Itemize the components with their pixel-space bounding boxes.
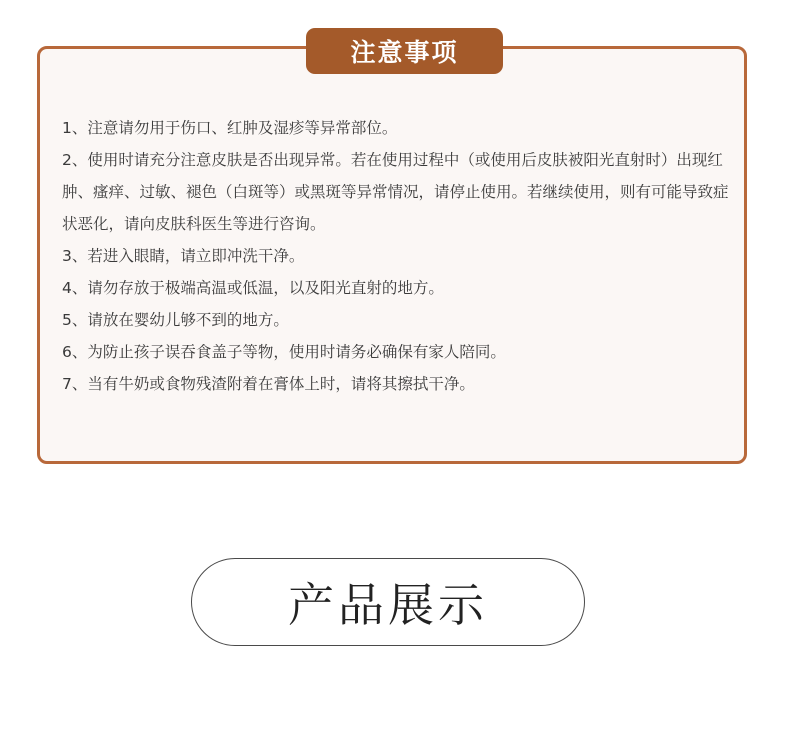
notice-item: 2、使用时请充分注意皮肤是否出现异常。若在使用过程中（或使用后皮肤被阳光直射时）出现红肿、瘙痒、过敏、褪色（白斑等）或黑斑等异常情况，请停止使用。若继续使用，则有可能导致症状恶化，请向皮肤科医生等进行咨询。 xyxy=(62,151,729,233)
notice-list xyxy=(62,112,730,400)
notice-item: 3、若进入眼睛，请立即冲洗干净。 xyxy=(62,247,305,265)
notice-title: 注意事项 xyxy=(306,28,503,74)
notice-item: 5、请放在婴幼儿够不到的地方。 xyxy=(62,311,289,329)
notice-item: 7、当有牛奶或食物残渣附着在膏体上时，请将其擦拭干净。 xyxy=(62,375,475,393)
notice-item: 1、注意请勿用于伤口、红肿及湿疹等异常部位。 xyxy=(62,119,398,137)
notice-item: 4、请勿存放于极端高温或低温，以及阳光直射的地方。 xyxy=(62,279,444,297)
product-display-heading: 产品展示 xyxy=(191,558,585,646)
notice-item: 6、为防止孩子误吞食盖子等物，使用时请务必确保有家人陪同。 xyxy=(62,343,506,361)
